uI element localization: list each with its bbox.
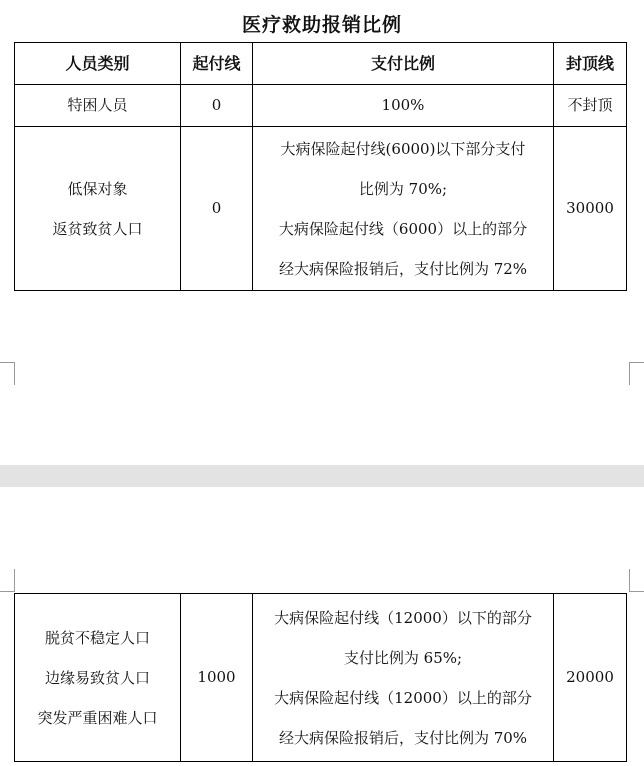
ratio-line: 大病保险起付线（6000）以上的部分 bbox=[278, 219, 528, 238]
header-cap: 封顶线 bbox=[554, 43, 627, 85]
ratio-cell bbox=[253, 85, 554, 127]
document-title: 医疗救助报销比例 bbox=[241, 14, 402, 36]
cap-cell: 20000 bbox=[554, 594, 627, 762]
category-label: 低保对象 bbox=[67, 179, 128, 198]
category-label: 脱贫不稳定人口 bbox=[44, 628, 150, 647]
category-label: 突发严重困难人口 bbox=[37, 708, 158, 727]
category-cell bbox=[15, 127, 181, 291]
page-corner-mark bbox=[629, 362, 644, 385]
category-label: 边缘易致贫人口 bbox=[44, 668, 150, 687]
category-cell bbox=[15, 594, 181, 762]
category-label: 返贫致贫人口 bbox=[52, 219, 143, 238]
header-ratio: 支付比例 bbox=[253, 43, 554, 85]
ratio-line: 大病保险起付线(6000)以下部分支付 bbox=[280, 139, 526, 158]
deductible-cell: 1000 bbox=[181, 594, 253, 762]
cap-cell: 不封顶 bbox=[554, 85, 627, 127]
category-label: 特困人员 bbox=[67, 96, 128, 115]
ratio-line: 支付比例为 65%; bbox=[343, 648, 463, 667]
ratio-cell bbox=[253, 127, 554, 291]
category-cell bbox=[15, 85, 181, 127]
ratio-line: 经大病保险报销后，支付比例为 72% bbox=[278, 259, 528, 278]
header-category: 人员类别 bbox=[15, 43, 181, 85]
cap-cell: 30000 bbox=[554, 127, 627, 291]
table-row bbox=[15, 594, 627, 762]
page-corner-mark bbox=[0, 569, 15, 592]
ratio-line: 比例为 70%; bbox=[358, 179, 448, 198]
deductible-cell: 0 bbox=[181, 85, 253, 127]
ratio-line: 大病保险起付线（12000）以上的部分 bbox=[274, 688, 532, 707]
ratio-line: 经大病保险报销后，支付比例为 70% bbox=[278, 728, 528, 747]
ratio-text: 100% bbox=[381, 96, 425, 115]
page-2 bbox=[0, 487, 644, 766]
reimbursement-table-continued bbox=[14, 593, 627, 762]
deductible-cell: 0 bbox=[181, 127, 253, 291]
page-corner-mark bbox=[0, 362, 15, 385]
table-header-row bbox=[15, 43, 627, 85]
ratio-cell bbox=[253, 594, 554, 762]
ratio-line: 大病保险起付线（12000）以下的部分 bbox=[274, 608, 532, 627]
table-row bbox=[15, 127, 627, 291]
reimbursement-table bbox=[14, 42, 627, 291]
header-deductible: 起付线 bbox=[181, 43, 253, 85]
page-corner-mark bbox=[629, 569, 644, 592]
page-separator bbox=[0, 465, 644, 487]
table-row bbox=[15, 85, 627, 127]
